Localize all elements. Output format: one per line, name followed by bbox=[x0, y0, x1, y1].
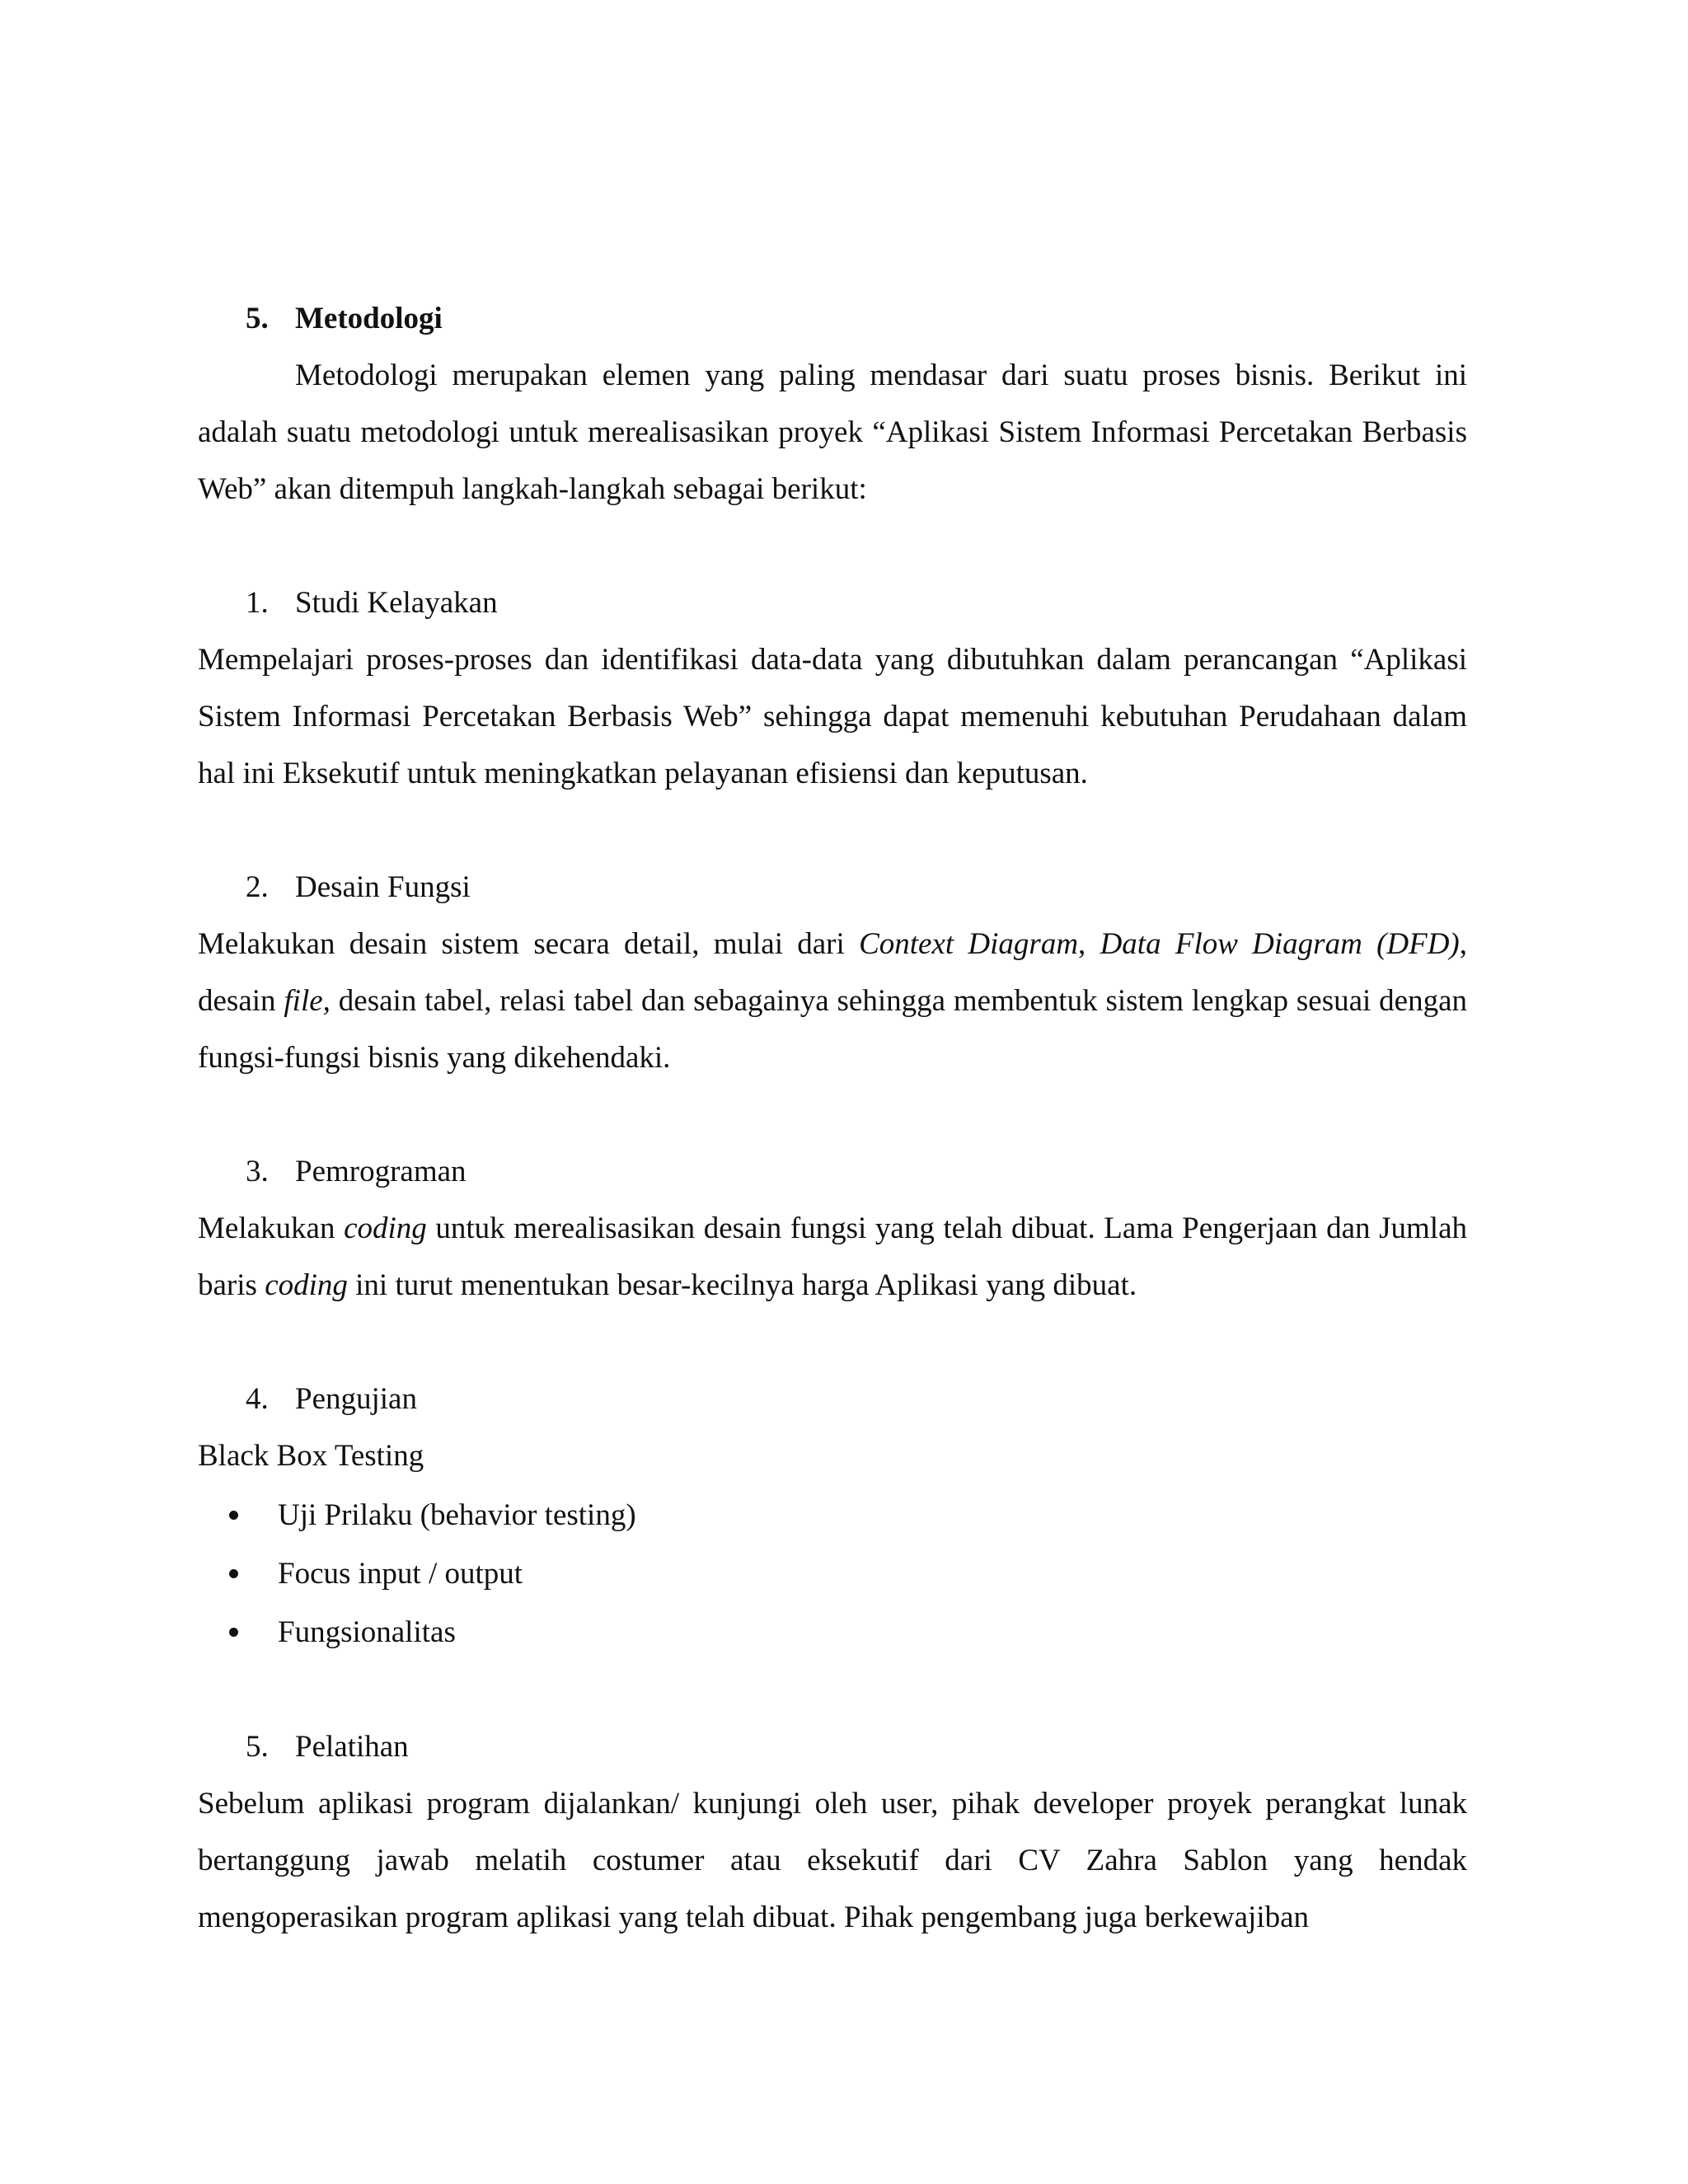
step-number: 4. bbox=[246, 1382, 269, 1416]
text-run-italic: Data Flow Diagram (DFD) bbox=[1100, 927, 1460, 961]
text-run: Melakukan desain sistem secara detail, mulai dari bbox=[198, 927, 860, 961]
list-item bbox=[229, 1603, 1467, 1661]
step-number: 5. bbox=[246, 1730, 269, 1764]
list-item bbox=[229, 1544, 1467, 1603]
text-run: desain tabel, relasi tabel dan sebagainya sehingga membentuk sistem lengkap sesuai dengan fungsi-fungsi bisnis yang dikehendaki. bbox=[198, 984, 1468, 1075]
step-title: Pelatihan bbox=[295, 1730, 409, 1764]
bullet-icon bbox=[229, 1511, 238, 1520]
text-run: , desain bbox=[198, 927, 1468, 1018]
list-item-text: Fungsionalitas bbox=[278, 1615, 456, 1649]
step-heading bbox=[246, 859, 1467, 916]
step-number: 2. bbox=[246, 870, 269, 904]
text-run-italic: coding bbox=[344, 1212, 427, 1245]
step-heading bbox=[246, 1718, 1467, 1775]
list-item-text: Uji Prilaku (behavior testing) bbox=[278, 1498, 636, 1532]
text-run-italic: coding bbox=[265, 1268, 348, 1302]
text-run: , bbox=[1078, 927, 1100, 961]
list-item bbox=[229, 1486, 1467, 1544]
document-content bbox=[198, 290, 1467, 1946]
step-heading bbox=[246, 1371, 1467, 1427]
step-text: Sebelum aplikasi program dijalankan/ kunjungi oleh user, pihak developer proyek perangkat lunak bertanggung jawab melatih costumer atau eksekutif dari CV Zahra Sablon yang hendak mengoperasikan program aplikasi yang telah dibuat. Pihak pengembang juga berkewajiban bbox=[198, 1787, 1467, 1934]
text-run: untuk merealisasikan desain fungsi yang telah dibuat. Lama Pengerjaan dan Jumlah baris bbox=[198, 1212, 1468, 1302]
step-text bbox=[198, 916, 1467, 1086]
step-title: Studi Kelayakan bbox=[295, 586, 498, 620]
step-title: Desain Fungsi bbox=[295, 870, 471, 904]
step-desain-fungsi bbox=[198, 859, 1467, 1086]
section-number: 5. bbox=[246, 302, 269, 335]
step-pengujian bbox=[198, 1371, 1467, 1661]
text-run-italic: Context Diagram bbox=[859, 927, 1079, 961]
section-heading bbox=[246, 290, 1467, 347]
step-subtitle: Black Box Testing bbox=[198, 1439, 424, 1473]
step-title: Pengujian bbox=[295, 1382, 417, 1416]
step-heading bbox=[246, 574, 1467, 631]
section-title: Metodologi bbox=[295, 302, 443, 335]
section-intro: Metodologi merupakan elemen yang paling mendasar dari suatu proses bisnis. Berikut ini adalah suatu metodologi untuk merealisasikan proyek “Aplikasi Sistem Informasi Percetakan Berbasis Web” akan ditempuh langkah-langkah sebagai berikut: bbox=[198, 359, 1467, 506]
bullet-icon bbox=[229, 1569, 238, 1578]
bullet-icon bbox=[229, 1628, 238, 1637]
list-item-text: Focus input / output bbox=[278, 1557, 523, 1591]
step-pemrograman bbox=[198, 1143, 1467, 1314]
step-heading bbox=[246, 1143, 1467, 1200]
step-number: 3. bbox=[246, 1155, 269, 1188]
bullet-list bbox=[198, 1486, 1467, 1661]
step-text: Mempelajari proses-proses dan identifikasi data-data yang dibutuhkan dalam perancangan “Aplikasi Sistem Informasi Percetakan Berbasis Web” sehingga dapat memenuhi kebutuhan Perudahaan dalam hal ini Eksekutif untuk meningkatkan pelayanan efisiensi dan keputusan. bbox=[198, 643, 1467, 790]
step-text bbox=[198, 1200, 1467, 1314]
text-run: ini turut menentukan besar-kecilnya harga Aplikasi yang dibuat. bbox=[347, 1268, 1137, 1302]
step-pelatihan bbox=[198, 1718, 1467, 1946]
text-run-italic: file, bbox=[284, 984, 331, 1018]
step-title: Pemrograman bbox=[295, 1155, 467, 1188]
text-run: Melakukan bbox=[198, 1212, 345, 1245]
step-number: 1. bbox=[246, 586, 269, 620]
step-studi-kelayakan bbox=[198, 574, 1467, 802]
